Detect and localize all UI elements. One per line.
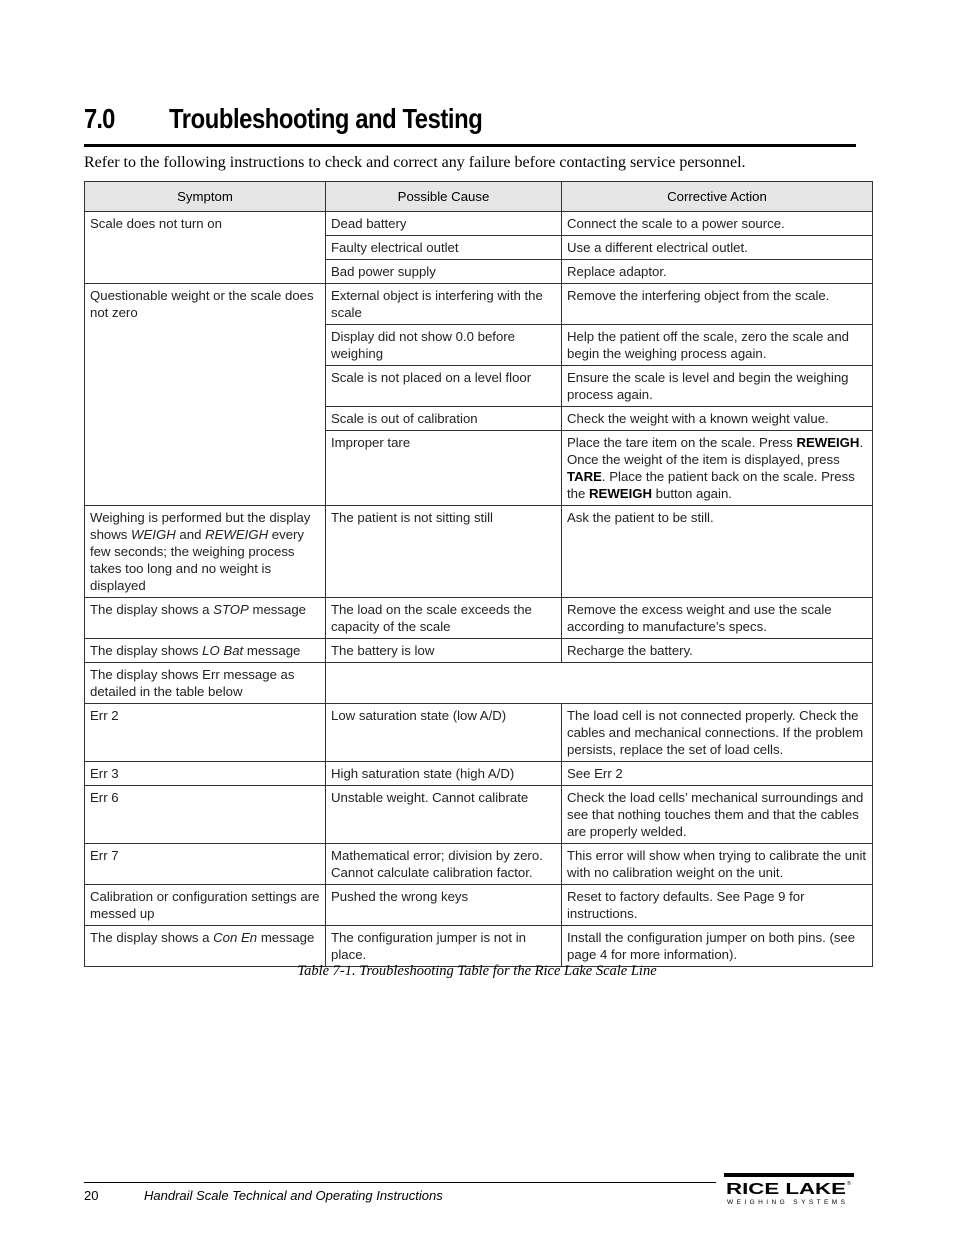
action-cell: Ensure the scale is level and begin the weighing process again. bbox=[562, 366, 873, 407]
action-cell: Use a different electrical outlet. bbox=[562, 236, 873, 260]
action-cell: Recharge the battery. bbox=[562, 639, 873, 663]
cause-cell: Improper tare bbox=[326, 431, 562, 506]
action-cell: The load cell is not connected properly. Check the cables and mechanical connections. If the problem persists, replace the set of load cells. bbox=[562, 704, 873, 762]
section-title: Troubleshooting and Testing bbox=[169, 103, 483, 134]
symptom-cell: The display shows a STOP message bbox=[85, 598, 326, 639]
table-row bbox=[85, 212, 873, 236]
action-cell: Ask the patient to be still. bbox=[562, 506, 873, 598]
cause-cell: Mathematical error; division by zero. Cannot calculate calibration factor. bbox=[326, 844, 562, 885]
symptom-cell: The display shows Err message as detailed in the table below bbox=[85, 663, 326, 704]
action-cell: Check the load cells’ mechanical surroundings and see that nothing touches them and that the cables are properly welded. bbox=[562, 786, 873, 844]
table-row bbox=[85, 844, 873, 885]
symptom-cell: Err 6 bbox=[85, 786, 326, 844]
section-heading bbox=[84, 100, 856, 147]
header-corrective-action: Corrective Action bbox=[562, 182, 873, 212]
action-cell: Help the patient off the scale, zero the scale and begin the weighing process again. bbox=[562, 325, 873, 366]
table-row bbox=[85, 926, 873, 967]
table-row bbox=[85, 786, 873, 844]
table-row bbox=[85, 663, 873, 704]
cause-cell: Dead battery bbox=[326, 212, 562, 236]
action-cell: Connect the scale to a power source. bbox=[562, 212, 873, 236]
symptom-cell: The display shows a Con En message bbox=[85, 926, 326, 967]
symptom-cell: Err 2 bbox=[85, 704, 326, 762]
footer-rule bbox=[84, 1182, 716, 1183]
cause-cell: High saturation state (high A/D) bbox=[326, 762, 562, 786]
action-cell: Install the configuration jumper on both pins. (see page 4 for more information). bbox=[562, 926, 873, 967]
troubleshooting-table bbox=[84, 181, 873, 967]
table-row bbox=[85, 639, 873, 663]
cause-cell: Unstable weight. Cannot calibrate bbox=[326, 786, 562, 844]
cause-cell: Display did not show 0.0 before weighing bbox=[326, 325, 562, 366]
rice-lake-logo bbox=[724, 1173, 854, 1207]
action-cell: Remove the excess weight and use the scale according to manufacture’s specs. bbox=[562, 598, 873, 639]
table-row bbox=[85, 704, 873, 762]
table-row bbox=[85, 598, 873, 639]
symptom-cell: Err 7 bbox=[85, 844, 326, 885]
action-cell: Place the tare item on the scale. Press REWEIGH. Once the weight of the item is displayed, press TARE. Place the patient back on the scale. Press the REWEIGH button again. bbox=[562, 431, 873, 506]
table-row bbox=[85, 885, 873, 926]
action-cell: Check the weight with a known weight value. bbox=[562, 407, 873, 431]
action-cell: Remove the interfering object from the scale. bbox=[562, 284, 873, 325]
cause-cell: Scale is out of calibration bbox=[326, 407, 562, 431]
symptom-cell: Err 3 bbox=[85, 762, 326, 786]
table-row bbox=[85, 284, 873, 325]
cause-cell: The patient is not sitting still bbox=[326, 506, 562, 598]
cause-cell: Pushed the wrong keys bbox=[326, 885, 562, 926]
action-cell: Replace adaptor. bbox=[562, 260, 873, 284]
cause-cell: Faulty electrical outlet bbox=[326, 236, 562, 260]
cause-cell: External object is interfering with the scale bbox=[326, 284, 562, 325]
intro-paragraph: Refer to the following instructions to check and correct any failure before contacting service personnel. bbox=[84, 154, 746, 171]
logo-wordmark: RICE LAKE bbox=[726, 1181, 846, 1198]
cause-cell: Low saturation state (low A/D) bbox=[326, 704, 562, 762]
cause-cell: Scale is not placed on a level floor bbox=[326, 366, 562, 407]
logo-bar bbox=[724, 1173, 854, 1177]
header-symptom: Symptom bbox=[85, 182, 326, 212]
page-number: 20 bbox=[84, 1188, 99, 1203]
logo-tagline: WEIGHING SYSTEMS bbox=[727, 1199, 845, 1206]
symptom-cell: Calibration or configuration settings are messed up bbox=[85, 885, 326, 926]
symptom-cell: Weighing is performed but the display shows WEIGH and REWEIGH every few seconds; the weighing process takes too long and no weight is displayed bbox=[85, 506, 326, 598]
symptom-cell: The display shows LO Bat message bbox=[85, 639, 326, 663]
cause-cell: Bad power supply bbox=[326, 260, 562, 284]
action-cell: Reset to factory defaults. See Page 9 for instructions. bbox=[562, 885, 873, 926]
table-header-row bbox=[85, 182, 873, 212]
registered-mark: ® bbox=[847, 1181, 851, 1187]
symptom-cell: Questionable weight or the scale does not zero bbox=[85, 284, 326, 506]
cause-cell: The load on the scale exceeds the capacity of the scale bbox=[326, 598, 562, 639]
symptom-cell: Scale does not turn on bbox=[85, 212, 326, 284]
action-cell: This error will show when trying to calibrate the unit with no calibration weight on the unit. bbox=[562, 844, 873, 885]
table-row bbox=[85, 762, 873, 786]
table-caption: Table 7-1. Troubleshooting Table for the Rice Lake Scale Line bbox=[297, 963, 657, 979]
action-cell: See Err 2 bbox=[562, 762, 873, 786]
section-number: 7.0 bbox=[84, 103, 115, 134]
merged-empty-cell bbox=[326, 663, 873, 704]
cause-cell: The battery is low bbox=[326, 639, 562, 663]
document-title: Handrail Scale Technical and Operating Instructions bbox=[144, 1188, 443, 1203]
table-row bbox=[85, 506, 873, 598]
header-possible-cause: Possible Cause bbox=[326, 182, 562, 212]
cause-cell: The configuration jumper is not in place. bbox=[326, 926, 562, 967]
